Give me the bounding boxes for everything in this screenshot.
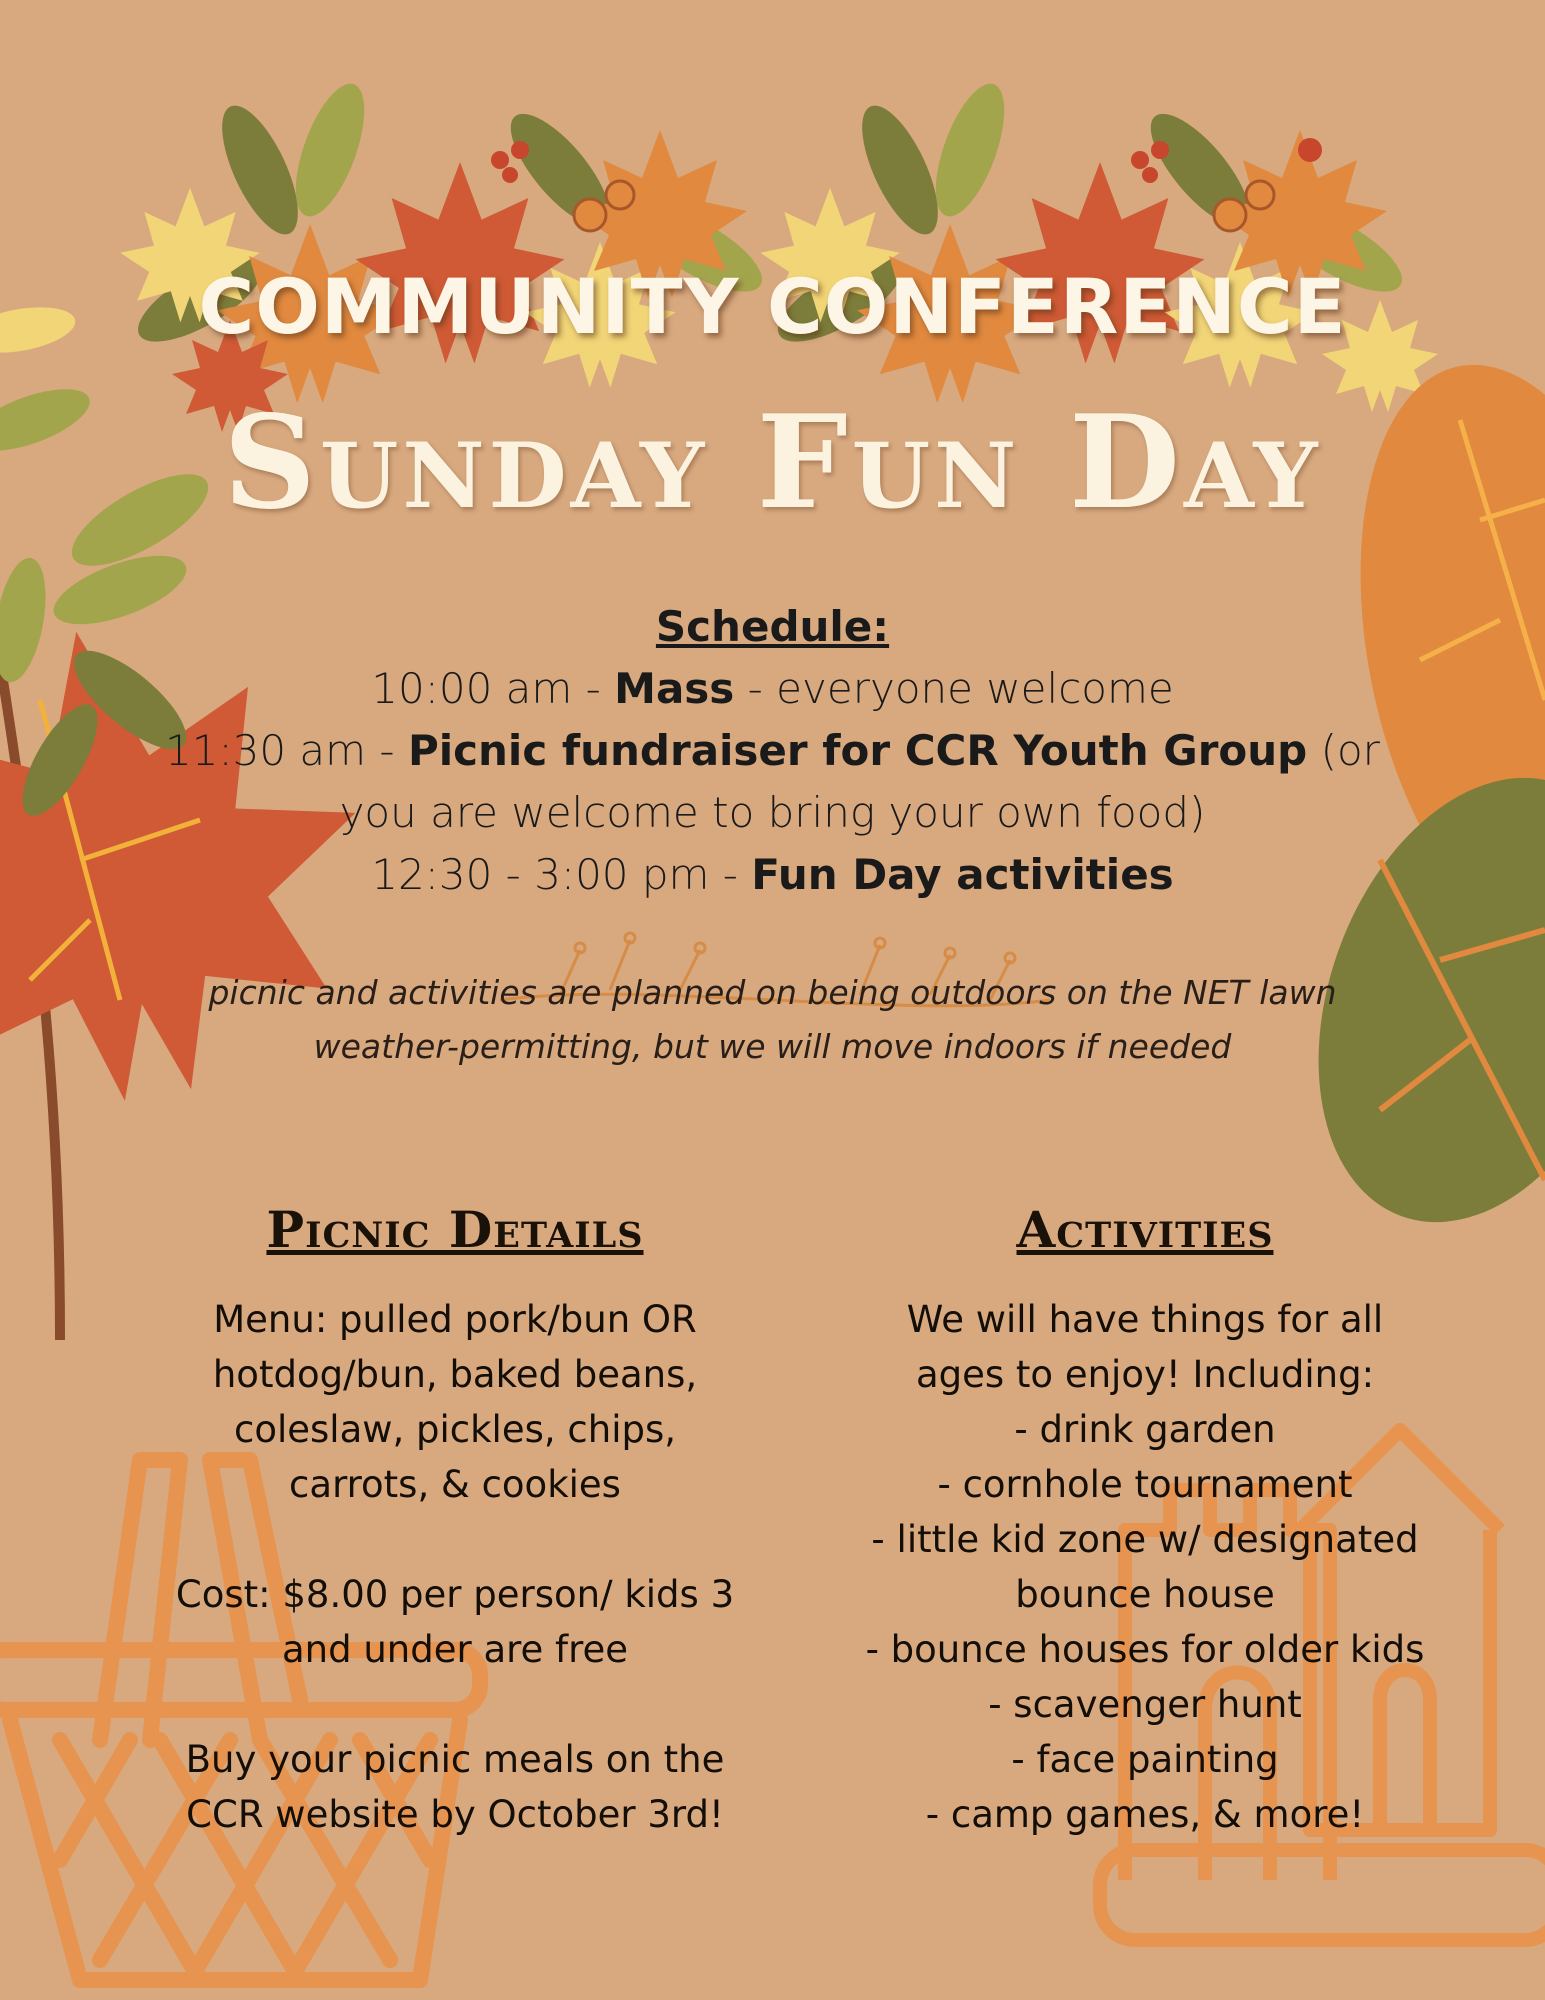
picnic-cost: Cost: $8.00 per person/ kids 3 and under are free (175, 1573, 735, 1671)
activity-item: - bounce houses for older kids (865, 1628, 1425, 1671)
activity-item: - scavenger hunt (988, 1683, 1302, 1726)
activity-item: - camp games, & more! (925, 1793, 1365, 1836)
schedule-heading: Schedule: (655, 602, 890, 651)
schedule-event: Fun Day activities (751, 850, 1174, 899)
activity-item: - face painting (1011, 1738, 1279, 1781)
activities-heading: Activities (1016, 1200, 1274, 1259)
activity-item: - little kid zone w/ designated bounce house (871, 1518, 1419, 1616)
schedule-item (140, 720, 1405, 844)
schedule-time: 10:00 am - (371, 664, 615, 713)
picnic-details-heading: Picnic Details (266, 1200, 644, 1259)
leaf-garland-right (760, 75, 1438, 412)
weather-note-line: weather-permitting, but we will move indoors if needed (313, 1027, 1232, 1066)
schedule-time: 12:30 - 3:00 pm - (371, 850, 752, 899)
activities-intro: We will have things for all ages to enjoy! Including: (906, 1298, 1384, 1396)
activity-item: - cornhole tournament (937, 1463, 1353, 1506)
picnic-menu: Menu: pulled pork/bun OR hotdog/bun, baked beans, coleslaw, pickles, chips, carrots, & cookies (212, 1298, 698, 1506)
leaf-garland-left (120, 75, 773, 432)
event-title: Sunday Fun Day (223, 388, 1322, 538)
schedule-time: 11:30 am - (165, 726, 408, 775)
weather-note (150, 966, 1395, 1074)
weather-note-line: picnic and activities are planned on being outdoors on the NET lawn (208, 973, 1337, 1012)
activities-section (775, 1292, 1515, 1842)
schedule-detail: (or you are welcome to bring your own food) (339, 726, 1380, 837)
schedule-event: Mass (614, 664, 735, 713)
picnic-buy-note: Buy your picnic meals on the CCR website by October 3rd! (185, 1738, 725, 1836)
schedule-item (140, 658, 1405, 720)
schedule-event: Picnic fundraiser for CCR Youth Group (407, 726, 1308, 775)
picnic-details-section (85, 1292, 825, 1842)
activity-item: - drink garden (1014, 1408, 1276, 1451)
schedule-section (140, 596, 1405, 906)
event-kicker: COMMUNITY CONFERENCE (198, 262, 1347, 351)
schedule-detail: - everyone welcome (734, 664, 1174, 713)
schedule-item (140, 844, 1405, 906)
